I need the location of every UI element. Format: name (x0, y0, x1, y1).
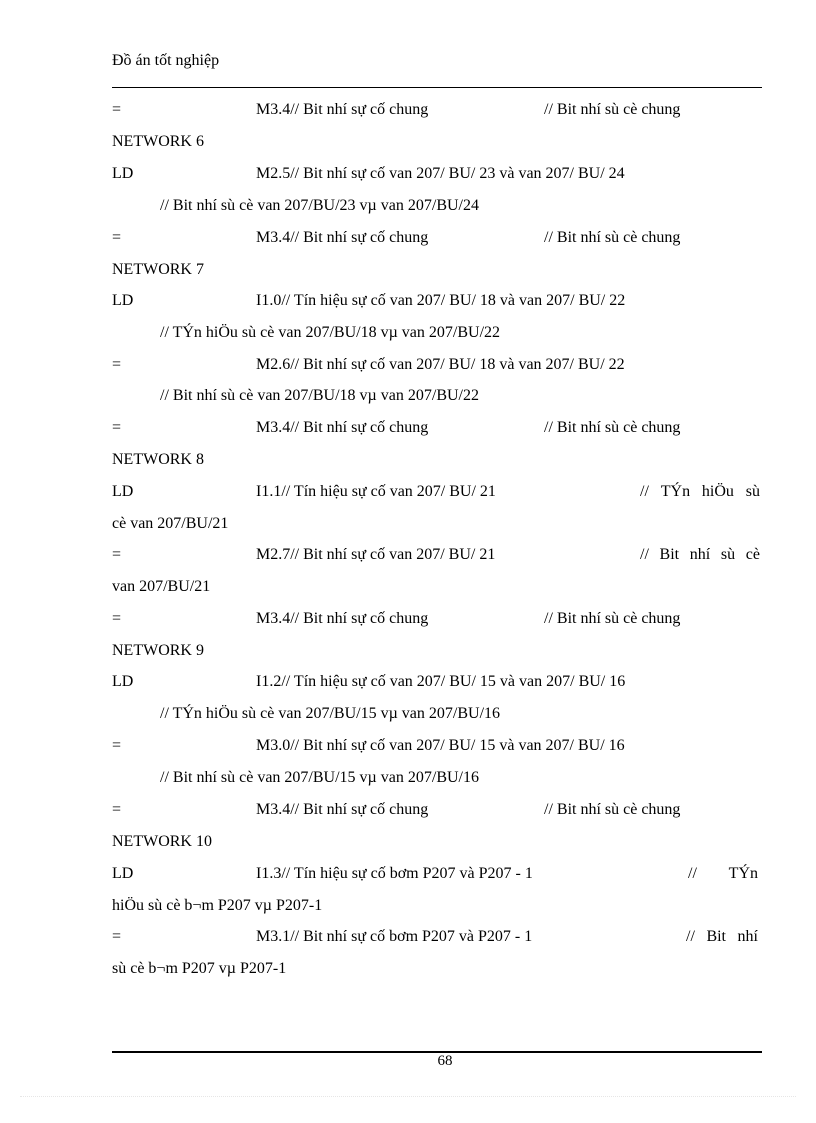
instruction-operand: M3.4// Bit nhí sự cố chung (256, 101, 429, 118)
instruction-comment (688, 865, 758, 883)
comment-word: Bit (659, 546, 680, 563)
code-line (0, 737, 816, 759)
instruction-comment (640, 546, 760, 564)
instruction-comment: // Bit nhí sù cè chung (544, 419, 681, 436)
instruction-op: LD (112, 165, 134, 182)
code-line (0, 801, 816, 823)
network-heading (0, 833, 816, 855)
code-line (0, 928, 816, 950)
code-line (0, 515, 816, 537)
code-line (0, 578, 816, 600)
instruction-comment: // Bit nhí sù cè chung (544, 610, 681, 627)
code-line (0, 769, 816, 791)
instruction-operand: M3.4// Bit nhí sự cố chung (256, 229, 429, 246)
instruction-operand: M2.6// Bit nhí sự cố van 207/ BU/ 18 và van 207/ BU/ 22 (256, 356, 625, 373)
code-line (0, 673, 816, 695)
comment-word: nhí (737, 928, 758, 945)
instruction-op: = (112, 229, 122, 246)
code-line (0, 419, 816, 441)
instruction-operand: M3.1// Bit nhí sự cố bơm P207 và P207 - 1 (256, 928, 533, 945)
comment-word: // (640, 483, 649, 500)
network-heading (0, 261, 816, 283)
network-heading (0, 133, 816, 155)
comment-word: cè (745, 546, 760, 563)
code-line (0, 229, 816, 251)
instruction-op: = (112, 101, 122, 118)
instruction-comment: // Bit nhí sù cè van 207/BU/23 vµ van 207/BU/24 (160, 197, 479, 214)
comment-word: sù (745, 483, 760, 500)
instruction-comment: // Bit nhí sù cè chung (544, 101, 681, 118)
comment-word: TÝn (660, 483, 691, 500)
network-title: NETWORK 9 (112, 642, 204, 659)
code-line (0, 897, 816, 919)
page-header-title: Đồ án tốt nghiệp (112, 52, 220, 69)
comment-word: hiÖu (701, 483, 734, 500)
instruction-operand: I1.1// Tín hiệu sự cố van 207/ BU/ 21 (256, 483, 496, 500)
instruction-op: = (112, 610, 122, 627)
comment-continuation: sù cè b¬m P207 vµ P207-1 (112, 960, 287, 977)
comment-word: // (640, 546, 649, 563)
code-line (0, 865, 816, 887)
comment-word: sù (720, 546, 736, 563)
comment-word: // (686, 928, 695, 945)
instruction-operand: M3.4// Bit nhí sự cố chung (256, 801, 429, 818)
instruction-comment: // Bit nhí sù cè chung (544, 229, 681, 246)
comment-word: Bit (706, 928, 726, 945)
network-title: NETWORK 7 (112, 261, 204, 278)
instruction-op: = (112, 737, 122, 754)
instruction-operand: I1.0// Tín hiệu sự cố van 207/ BU/ 18 và van 207/ BU/ 22 (256, 292, 626, 309)
instruction-operand: M2.7// Bit nhí sự cố van 207/ BU/ 21 (256, 546, 496, 563)
instruction-comment: // Bit nhí sù cè van 207/BU/15 vµ van 207/BU/16 (160, 769, 479, 786)
page-number: 68 (437, 1053, 453, 1069)
instruction-comment (686, 928, 758, 946)
page-edge-divider (20, 1096, 796, 1097)
comment-word: nhí (689, 546, 711, 563)
code-line (0, 705, 816, 727)
instruction-op: LD (112, 292, 134, 309)
network-title: NETWORK 6 (112, 133, 204, 150)
instruction-op: LD (112, 673, 134, 690)
instruction-comment: // TÝn hiÖu sù cè van 207/BU/15 vµ van 207/BU/16 (160, 705, 501, 722)
comment-word: TÝn (728, 865, 758, 882)
instruction-comment (640, 483, 760, 501)
instruction-op: = (112, 356, 122, 373)
instruction-operand: I1.3// Tín hiệu sự cố bơm P207 và P207 - 1 (256, 865, 533, 882)
code-line (0, 356, 816, 378)
comment-continuation: hiÖu sù cè b¬m P207 vµ P207-1 (112, 897, 323, 914)
comment-word: // (688, 865, 697, 882)
instruction-operand: M3.0// Bit nhí sự cố van 207/ BU/ 15 và van 207/ BU/ 16 (256, 737, 625, 754)
code-line (0, 197, 816, 219)
code-line (0, 292, 816, 314)
instruction-op: = (112, 546, 122, 563)
network-title: NETWORK 10 (112, 833, 212, 850)
instruction-operand: I1.2// Tín hiệu sự cố van 207/ BU/ 15 và van 207/ BU/ 16 (256, 673, 626, 690)
instruction-comment: // TÝn hiÖu sù cè van 207/BU/18 vµ van 207/BU/22 (160, 324, 501, 341)
instruction-operand: M3.4// Bit nhí sự cố chung (256, 610, 429, 627)
network-heading (0, 451, 816, 473)
code-line (0, 610, 816, 632)
code-line (0, 960, 816, 982)
code-line (0, 546, 816, 568)
code-line (0, 101, 816, 123)
instruction-op: = (112, 801, 122, 818)
instruction-op: LD (112, 865, 134, 882)
instruction-comment: // Bit nhí sù cè chung (544, 801, 681, 818)
network-heading (0, 642, 816, 664)
comment-continuation: van 207/BU/21 (112, 578, 211, 595)
code-line (0, 387, 816, 409)
comment-continuation: cè van 207/BU/21 (112, 515, 229, 532)
instruction-comment: // Bit nhí sù cè van 207/BU/18 vµ van 207/BU/22 (160, 387, 479, 404)
instruction-operand: M2.5// Bit nhí sự cố van 207/ BU/ 23 và van 207/ BU/ 24 (256, 165, 625, 182)
code-line (0, 483, 816, 505)
code-line (0, 165, 816, 187)
header-rule (112, 87, 762, 88)
instruction-op: LD (112, 483, 134, 500)
network-title: NETWORK 8 (112, 451, 204, 468)
instruction-operand: M3.4// Bit nhí sự cố chung (256, 419, 429, 436)
code-line (0, 324, 816, 346)
instruction-op: = (112, 419, 122, 436)
instruction-op: = (112, 928, 122, 945)
